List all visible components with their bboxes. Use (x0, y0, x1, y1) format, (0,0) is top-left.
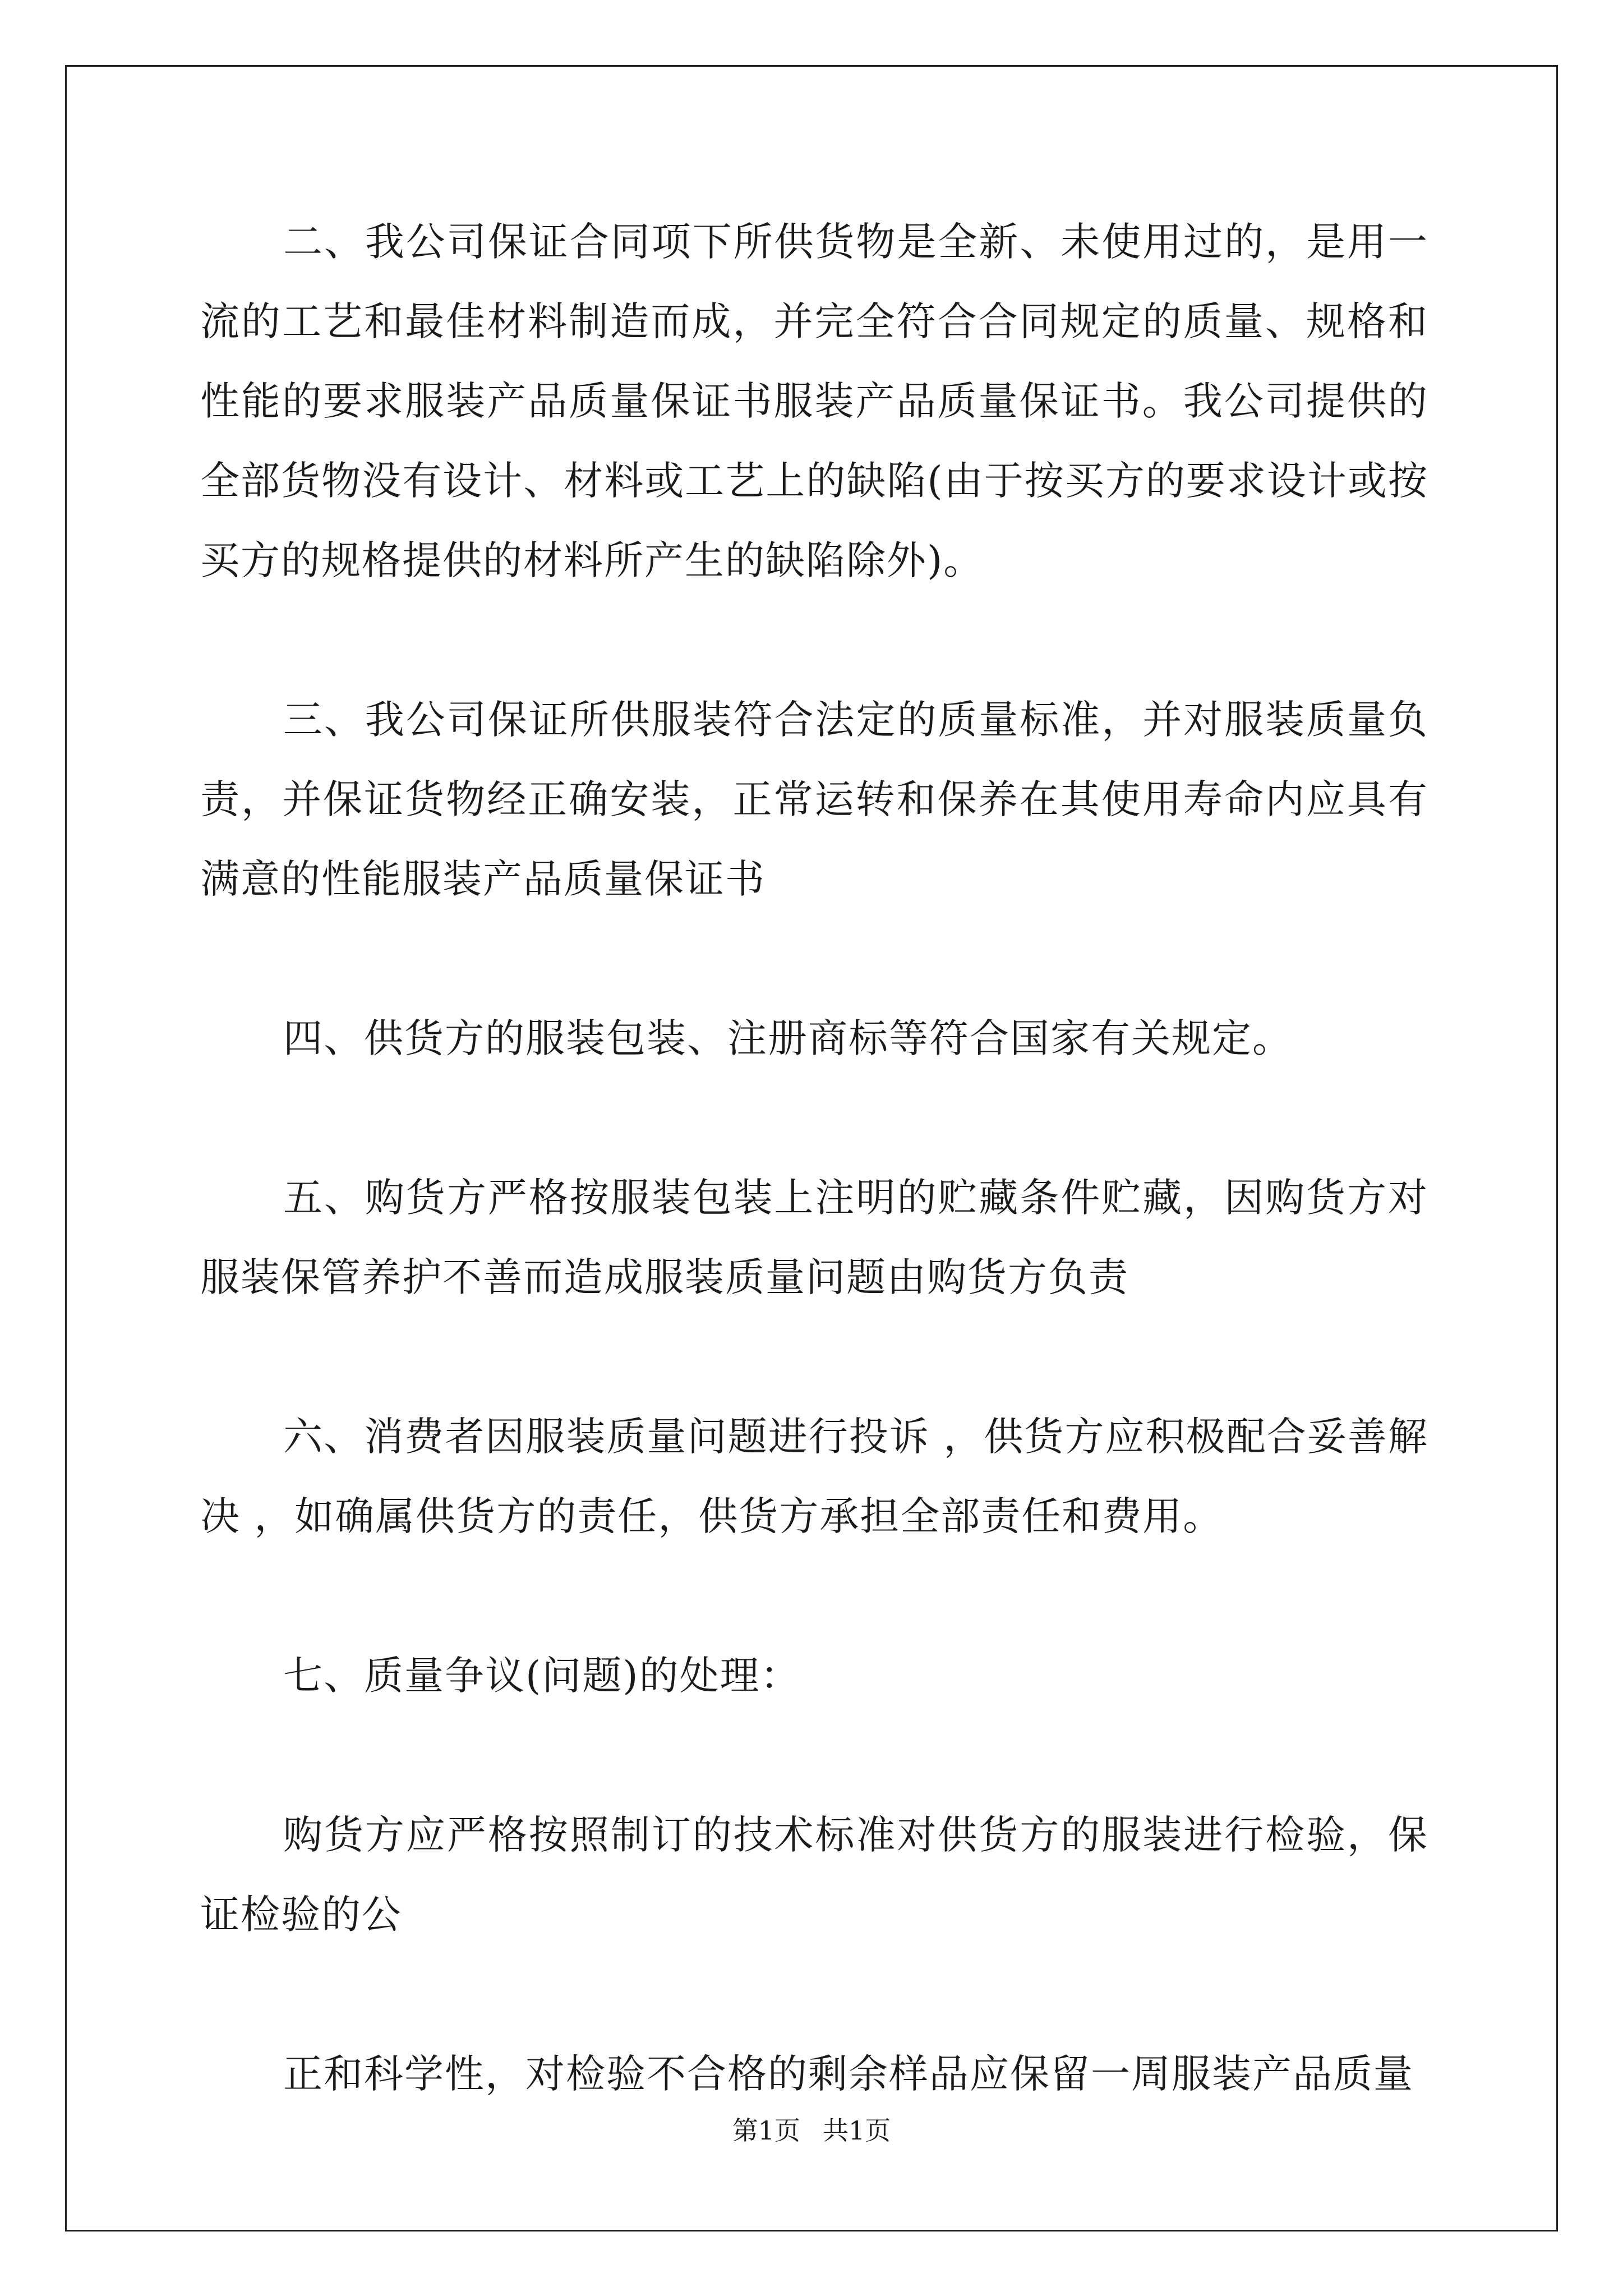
paragraph-inspection: 购货方应严格按照制订的技术标准对供货方的服装进行检验，保证检验的公 (200, 1812, 1428, 1938)
page-number: 第1页 (732, 2115, 800, 2146)
paragraph-6: 六、消费者因服装质量问题进行投诉 ，供货方应积极配合妥善解决 ，如确属供货方的责任，供货方承担全部责任和费用。 (200, 1414, 1428, 1539)
page-footer (0, 2114, 1623, 2147)
page-total: 共1页 (823, 2115, 891, 2146)
paragraph-7-heading: 七、质量争议(问题)的处理： (283, 1653, 801, 1699)
document-body (200, 202, 1428, 2114)
paragraph-4: 四、供货方的服装包装、注册商标等符合国家有关规定。 (283, 1015, 1293, 1061)
paragraph-inspection-continued: 正和科学性，对检验不合格的剩余样品应保留一周服装产品质量 (283, 2051, 1414, 2097)
paragraph-5: 五、购货方严格按服装包装上注明的贮藏条件贮藏，因购货方对服装保管养护不善而造成服装质量问题由购货方负责 (200, 1175, 1428, 1300)
paragraph-2: 二、我公司保证合同项下所供货物是全新、未使用过的，是用一流的工艺和最佳材料制造而成，并完全符合合同规定的质量、规格和性能的要求服装产品质量保证书服装产品质量保证书。我公司提供的全部货物没有设计、材料或工艺上的缺陷(由于按买方的要求设计或按买方的规格提供的材料所产生的缺陷除外)。 (200, 219, 1428, 583)
paragraph-3: 三、我公司保证所供服装符合法定的质量标准，并对服装质量负责，并保证货物经正确安装，正常运转和保养在其使用寿命内应具有满意的性能服装产品质量保证书 (200, 697, 1428, 902)
